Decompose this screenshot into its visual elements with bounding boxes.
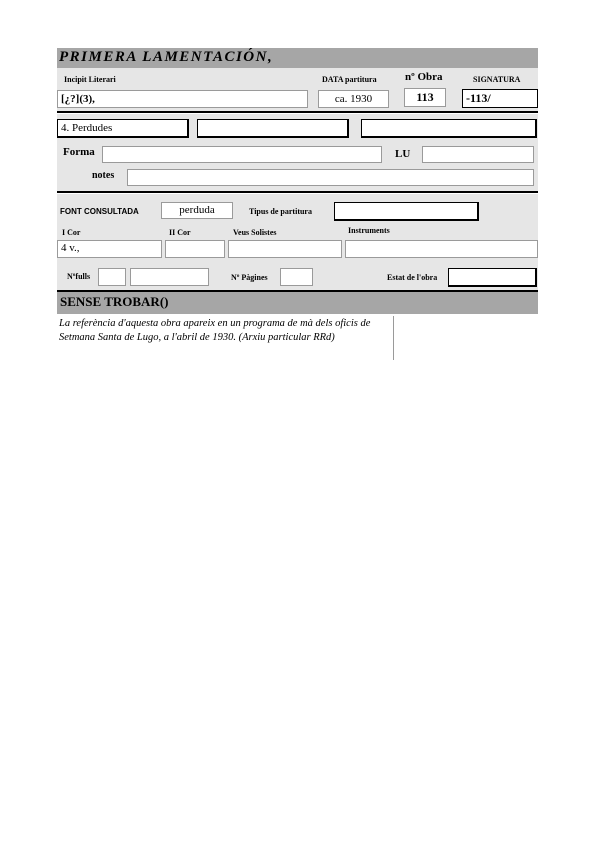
npagines-field[interactable] — [280, 268, 313, 286]
iicor-field[interactable] — [165, 240, 225, 258]
status-note: La referència d'aquesta obra apareix en un programa de mà dels oficis de Setmana Santa de Lugo, a l'abril de 1930. (Arxiu particular RRd) — [59, 318, 371, 343]
group-field[interactable]: 4. Perdudes — [57, 119, 189, 138]
nfulls-field-2[interactable] — [130, 268, 209, 286]
category-field-2[interactable] — [197, 119, 349, 138]
incipit-label: Incipit Literari — [64, 75, 116, 84]
signatura-label: SIGNATURA — [473, 75, 521, 84]
tipus-field[interactable] — [334, 202, 479, 221]
font-consultada-field[interactable]: perduda — [161, 202, 233, 219]
details-divider — [57, 191, 538, 193]
iicor-label: II Cor — [169, 228, 191, 237]
note-divider — [393, 316, 394, 360]
lu-field[interactable] — [422, 146, 534, 163]
notes-label: notes — [92, 170, 115, 181]
icor-label: I Cor — [62, 228, 81, 237]
data-field[interactable]: ca. 1930 — [318, 90, 389, 108]
data-label: DATA partitura — [322, 75, 377, 84]
status-title: SENSE TROBAR() — [60, 294, 169, 309]
signatura-field[interactable]: -113/ — [462, 89, 538, 108]
veus-field[interactable] — [228, 240, 342, 258]
forma-label: Forma — [63, 146, 95, 158]
page-title: PRIMERA LAMENTACIÓN, — [59, 49, 274, 65]
nfulls-label: Nºfulls — [67, 272, 91, 281]
veus-label: Veus Solistes — [233, 228, 277, 237]
estat-label: Estat de l'obra — [387, 273, 438, 282]
instruments-field[interactable] — [345, 240, 538, 258]
nfulls-field[interactable] — [98, 268, 126, 286]
instruments-label: Instruments — [348, 226, 390, 235]
font-consultada-label: FONT CONSULTADA — [60, 207, 139, 216]
obra-field[interactable]: 113 — [404, 88, 446, 107]
header-divider — [57, 111, 538, 113]
icor-field[interactable]: 4 v., — [57, 240, 162, 258]
forma-field[interactable] — [102, 146, 382, 163]
lu-label: LU — [395, 148, 411, 160]
incipit-field[interactable]: [¿?](3), — [57, 90, 308, 108]
obra-label: nº Obra — [405, 71, 443, 83]
estat-field[interactable] — [448, 268, 537, 287]
notes-field[interactable] — [127, 169, 534, 186]
tipus-label: Tipus de partitura — [249, 207, 312, 216]
npagines-label: Nº Pàgines — [231, 273, 268, 282]
category-field-3[interactable] — [361, 119, 537, 138]
